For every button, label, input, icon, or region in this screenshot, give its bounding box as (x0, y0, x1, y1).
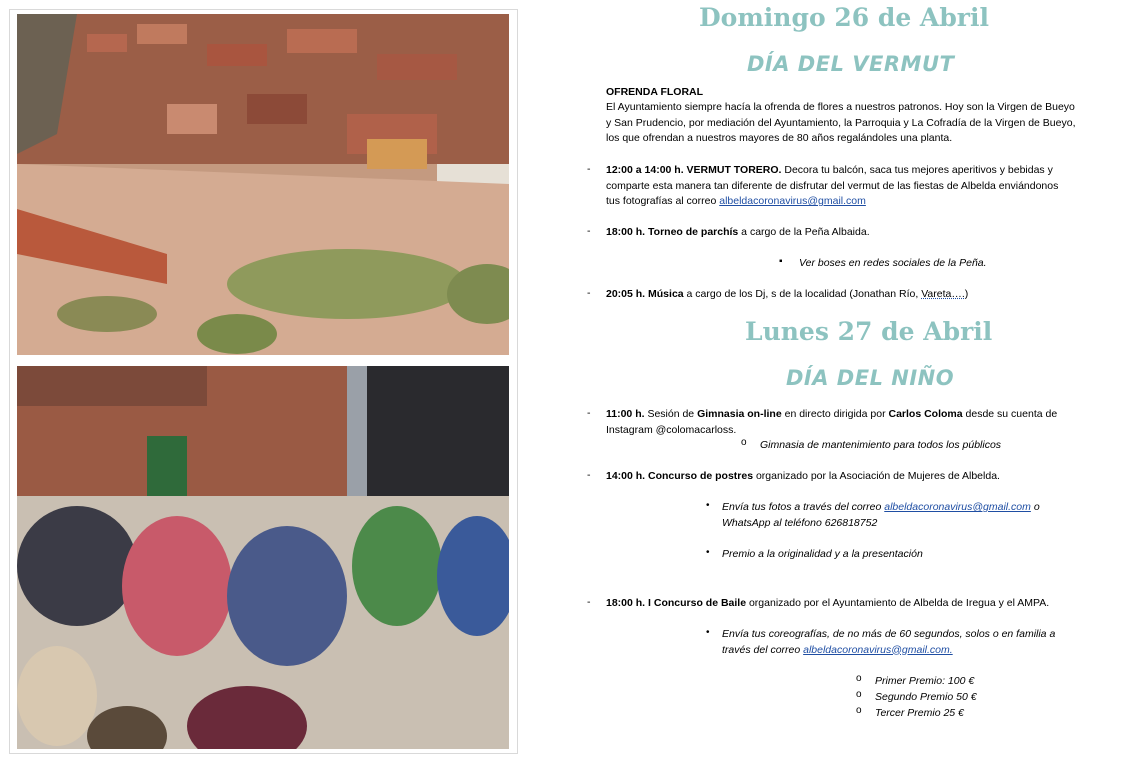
vermut-time: 12:00 a 14:00 h. VERMUT TORERO. (606, 164, 782, 176)
gimnasia-instructor: Carlos Coloma (888, 408, 963, 420)
baile-email-link[interactable]: albeldacoronavirus@gmail.com. (803, 643, 953, 656)
circle-bullet: o (856, 689, 862, 700)
prize-first: Primer Premio: 100 € (875, 675, 975, 687)
musica-end: ) (964, 288, 969, 300)
vermut-line-2: comparte esta manera tan diferente de disfrutar del vermut de las fiestas de Albelda enviándonos (606, 179, 1059, 192)
gimnasia-name: Gimnasia on-line (697, 408, 782, 420)
circle-bullet: o (856, 673, 862, 684)
baile-text: organizado por el Ayuntamiento de Albelda de Iregua y el AMPA. (746, 597, 1050, 609)
ofrenda-title: OFRENDA FLORAL (606, 86, 704, 98)
ofrenda-line: El Ayuntamiento siempre hacía la ofrenda de flores a nuestros patronos. Hoy son la Virgen de Bueyo (606, 101, 1075, 113)
dash-bullet: - (587, 225, 591, 237)
postres-text: organizado por la Asociación de Mujeres de Albelda. (753, 470, 1000, 482)
gimnasia-text: desde su cuenta de (962, 408, 1058, 420)
musica-line (606, 287, 968, 303)
parchis-note: Ver boses en redes sociales de la Peña. (799, 257, 987, 269)
postres-email-post: o (1030, 501, 1040, 513)
vermut-email-link[interactable]: albeldacoronavirus@gmail.com (719, 195, 866, 207)
disc-bullet: • (706, 500, 710, 511)
postres-whatsapp: WhatsApp al teléfono 626818752 (722, 516, 878, 529)
photo-frame (9, 9, 518, 754)
parchis-text: a cargo de la Peña Albaida. (738, 226, 870, 238)
baile-bullet-line-1: Envía tus coreografías, de no más de 60 segundos, solos o en familia a (722, 628, 1056, 640)
dash-bullet: - (587, 596, 591, 608)
musica-vareta: Vareta…. (921, 288, 965, 300)
gimnasia-time: 11:00 h. (606, 408, 645, 420)
ofrenda-line: los que ofrendan a nuestros mayores de 80 años regalándoles una planta. (606, 132, 953, 144)
musica-time: 20:05 h. Música (606, 288, 684, 300)
circle-bullet: o (741, 437, 747, 448)
vermut-line-3 (606, 194, 866, 210)
postres-line (606, 469, 1000, 485)
prize-third: Tercer Premio 25 € (875, 707, 964, 719)
gimnasia-text: en directo dirigida por (781, 408, 889, 420)
prize-second: Segundo Premio 50 € (875, 691, 977, 703)
parchis-line (606, 225, 870, 241)
gimnasia-line-1 (606, 407, 1057, 423)
baile-line (606, 596, 1049, 612)
postres-bullet-2: Premio a la originalidad y a la presentación (722, 548, 923, 560)
gimnasia-text: Sesión de (644, 408, 698, 420)
postres-bullet-1 (722, 500, 1040, 516)
dash-bullet: - (587, 287, 591, 299)
postres-email-label: Envía tus fotos a través del correo (722, 501, 885, 513)
children-dancing-photo (17, 366, 509, 749)
vermut-line-1 (606, 163, 1053, 179)
vermut-email-label: tus fotografías al correo (606, 195, 720, 207)
day1-heading: Domingo 26 de Abril (699, 3, 989, 32)
village-rooftops-photo (17, 14, 509, 355)
parchis-time: 18:00 h. Torneo de parchís (606, 226, 739, 238)
postres-email-link[interactable]: albeldacoronavirus@gmail.com (884, 501, 1031, 513)
square-bullet: ▪ (779, 256, 783, 267)
ofrenda-line: y San Prudencio, por mediación del Ayuntamiento, la Parroquia y La Cofradía de la Virgen de Bueyo, (606, 116, 1076, 129)
baile-time: 18:00 h. I Concurso de Baile (606, 597, 747, 609)
disc-bullet: • (706, 547, 710, 558)
gimnasia-note: Gimnasia de mantenimiento para todos los públicos (760, 439, 1002, 451)
day1-subheading: DÍA DEL VERMUT (747, 52, 955, 76)
dash-bullet: - (587, 469, 591, 481)
dash-bullet: - (587, 407, 591, 419)
vermut-text: Decora tu balcón, saca tus mejores aperitivos y bebidas y (781, 164, 1053, 176)
dash-bullet: - (587, 163, 591, 175)
day2-subheading: DÍA DEL NIÑO (786, 366, 955, 390)
circle-bullet: o (856, 705, 862, 716)
disc-bullet: • (706, 627, 710, 638)
gimnasia-line-2: Instagram @colomacarloss. (606, 423, 737, 436)
baile-bullet-line-2 (722, 643, 953, 659)
baile-email-label: través del correo (722, 643, 804, 656)
musica-text: a cargo de los Dj, s de la localidad (Jonathan Río, (683, 288, 922, 300)
postres-time: 14:00 h. Concurso de postres (606, 470, 754, 482)
day2-heading: Lunes 27 de Abril (745, 317, 993, 346)
